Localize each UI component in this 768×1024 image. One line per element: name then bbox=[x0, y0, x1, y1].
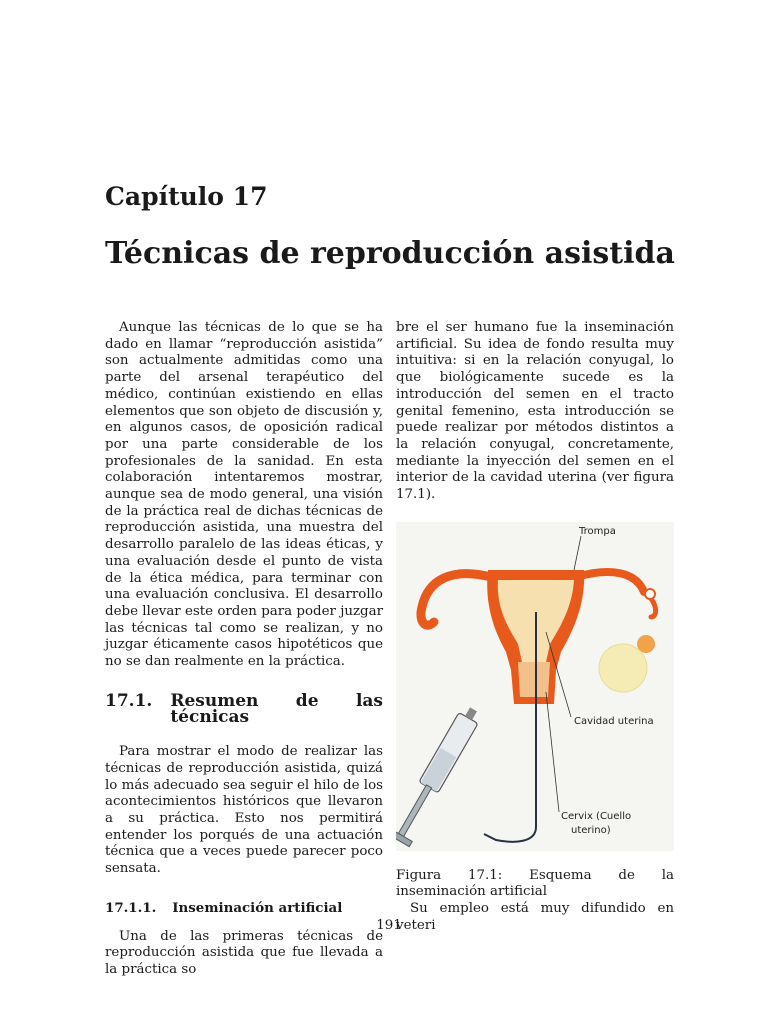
intro-paragraph: Aunque las técnicas de lo que se ha dado en llamar “reproducción asistida” son actualmente admitidas como una parte del arsenal terapéutico del médico, continúan existiendo en ellas elementos que son objeto de discusión y, en algunos casos, de oposición radical por una parte considerable de los profesionales de la sanidad. En esta colaboración intentaremos mostrar, aunque sea de modo general, una visión de la práctica real de dichas técnicas de reproducción asistida, una muestra del desarrollo paralelo de las ideas éticas, y una evaluación desde el punto de vista de la ética médica, para terminar con una evaluación conclusiva. El desarrollo debe llevar este orden para poder juzgar las técnicas tal como se realizan, y no juzgar éticamente casos hipotéticos que no se dan realmente en la práctica. bbox=[105, 320, 383, 670]
section-paragraph: Para mostrar el modo de realizar las técnicas de reproducción asistida, quizá lo más adecuado sea seguir el hilo de los acontecimientos históricos que llevaron a su práctica. Esto nos permitirá entender los porqués de una actuación técnica que a veces puede parecer poco sensata. bbox=[105, 744, 383, 877]
page-number: 191 bbox=[376, 918, 402, 933]
figure-caption: Figura 17.1: Esquema de la inseminación artificial bbox=[396, 867, 674, 900]
subsection-paragraph: Una de las primeras técnicas de reproducción asistida que fue llevada a la práctica so bbox=[105, 928, 383, 977]
tube-marker bbox=[645, 589, 655, 599]
trompa-pointer bbox=[574, 536, 581, 570]
subsection-title: Inseminación artificial bbox=[172, 899, 343, 916]
syringe bbox=[396, 703, 485, 847]
continued-paragraph: bre el ser humano fue la inseminación artificial. Su idea de fondo resulta muy intuitiva: si en la relación conyugal, lo que biológicamente sucede es la introducción del semen en el tracto genital femenino, esta introducción se puede realizar por métodos distintos a la relación conyugal, concretamente, mediante la inyección del semen en el interior de la cavidad uterina (ver figura 17.1). bbox=[396, 320, 674, 503]
chapter-title: Técnicas de reproducción asistida bbox=[105, 236, 675, 271]
label-cavidad-uterina: Cavidad uterina bbox=[574, 715, 654, 727]
ovary bbox=[599, 644, 647, 692]
insemination-illustration bbox=[396, 522, 674, 851]
right-column bbox=[396, 320, 674, 935]
left-fallopian-tube bbox=[421, 573, 491, 625]
chapter-label: Capítulo 17 bbox=[105, 182, 268, 211]
subsection-number: 17.1.1. bbox=[105, 899, 157, 916]
cervical-canal bbox=[518, 662, 550, 697]
cervix-pointer bbox=[546, 692, 559, 812]
section-heading bbox=[105, 690, 383, 728]
figure-insemination-diagram bbox=[396, 522, 674, 851]
section-number: 17.1. bbox=[105, 690, 153, 711]
section-title: Resumen de las técnicas bbox=[170, 690, 383, 728]
label-cervix-2: uterino) bbox=[571, 824, 611, 836]
right-fallopian-tube-upper bbox=[576, 572, 644, 592]
left-column bbox=[105, 320, 383, 979]
subsection-heading bbox=[105, 900, 383, 917]
label-cervix-1: Cervix (Cuello bbox=[561, 810, 632, 822]
after-caption-paragraph: Su empleo está muy difundido en veteri bbox=[396, 901, 674, 933]
label-trompa: Trompa bbox=[579, 525, 616, 537]
